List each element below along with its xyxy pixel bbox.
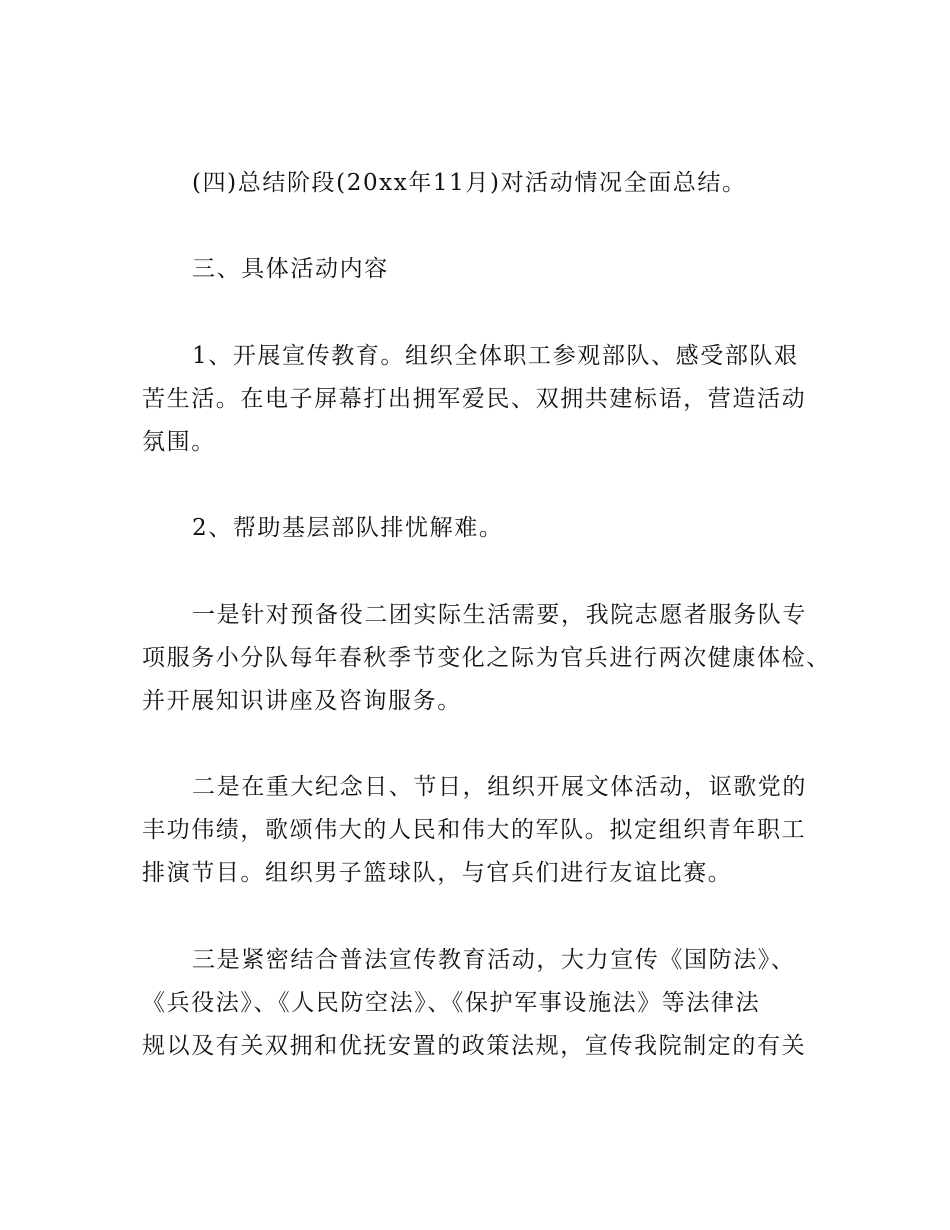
paragraph-second-line-1: 二是在重大纪念日、节日，组织开展文体活动，讴歌党的 (192, 774, 807, 800)
paragraph-third-line-2: 《兵役法》、《人民防空法》、《保护军事设施法》等法律法 (142, 990, 761, 1016)
paragraph-second-line-3: 排演节目。组织男子篮球队，与官兵们进行友谊比赛。 (142, 860, 733, 886)
paragraph-third-line-1: 三是紧密结合普法宣传教育活动，大力宣传《国防法》、 (192, 947, 796, 973)
paragraph-2-heading: 2、帮助基层部队排忧解难。 (192, 515, 504, 541)
paragraph-third-line-3: 规以及有关双拥和优抚安置的政策法规，宣传我院制定的有关 (142, 1033, 807, 1059)
section-heading-activities: 三、具体活动内容 (192, 256, 389, 282)
paragraph-1-line-3: 氛围。 (142, 429, 216, 455)
paragraph-first-line-1: 一是针对预备役二团实际生活需要，我院志愿者服务队专 (192, 602, 807, 628)
paragraph-first-line-2: 项服务小分队每年春秋季节变化之际为官兵进行两次健康体检、 (142, 645, 831, 671)
paragraph-1-line-2: 苦生活。在电子屏幕打出拥军爱民、双拥共建标语，营造活动 (142, 386, 807, 412)
paragraph-summary-stage: (四)总结阶段(20xx年11月)对活动情况全面总结。 (192, 170, 747, 196)
paragraph-first-line-3: 并开展知识讲座及咨询服务。 (142, 688, 462, 714)
paragraph-second-line-2: 丰功伟绩，歌颂伟大的人民和伟大的军队。拟定组织青年职工 (142, 817, 807, 843)
paragraph-1-line-1: 1、开展宣传教育。组织全体职工参观部队、感受部队艰 (192, 343, 799, 369)
